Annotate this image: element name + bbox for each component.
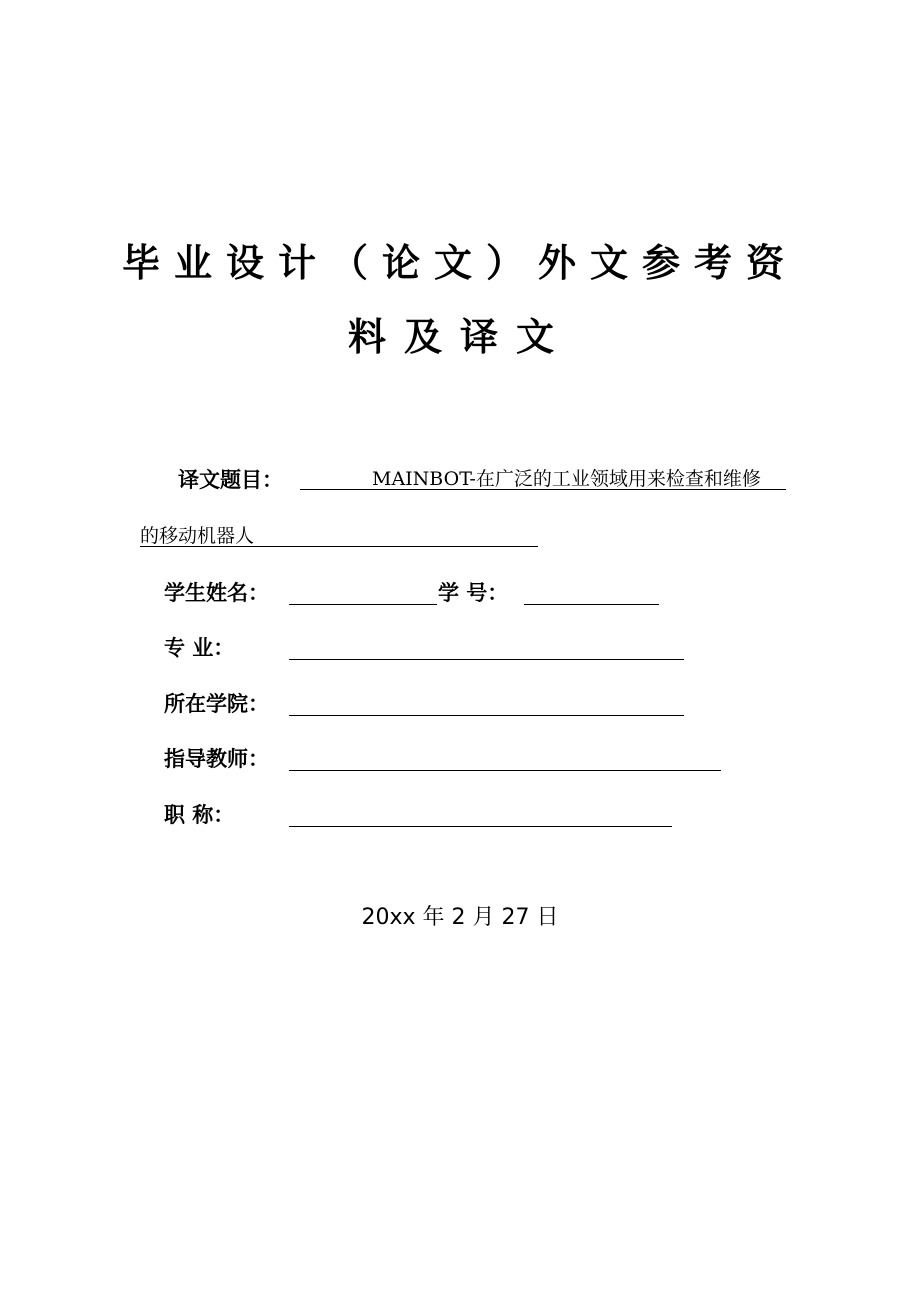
college-label: 所在学院： <box>164 692 269 716</box>
advisor-field[interactable] <box>289 770 721 771</box>
student-id-label: 学 号： <box>438 581 509 605</box>
student-name-label: 学生姓名： <box>164 581 269 605</box>
translation-topic-value-line-1: MAINBOT-在广泛的工业领域用来检查和维修 <box>372 468 761 490</box>
advisor-label: 指导教师： <box>164 747 269 771</box>
professional-title-field[interactable] <box>289 826 672 827</box>
student-name-field[interactable] <box>289 604 437 605</box>
college-field[interactable] <box>289 715 684 716</box>
translation-topic-label: 译文题目： <box>178 468 283 492</box>
translation-topic-value-line-2: 的移动机器人 <box>140 525 255 547</box>
document-date: 20xx 年 2 月 27 日 <box>361 905 559 930</box>
professional-title-label: 职 称： <box>164 803 235 827</box>
student-id-field[interactable] <box>524 604 659 605</box>
document-title-line-1: 毕业设计（论文）外文参考资 <box>121 241 798 285</box>
document-title-line-2: 料及译文 <box>347 315 572 359</box>
major-label: 专 业： <box>164 636 235 660</box>
major-field[interactable] <box>289 659 684 660</box>
